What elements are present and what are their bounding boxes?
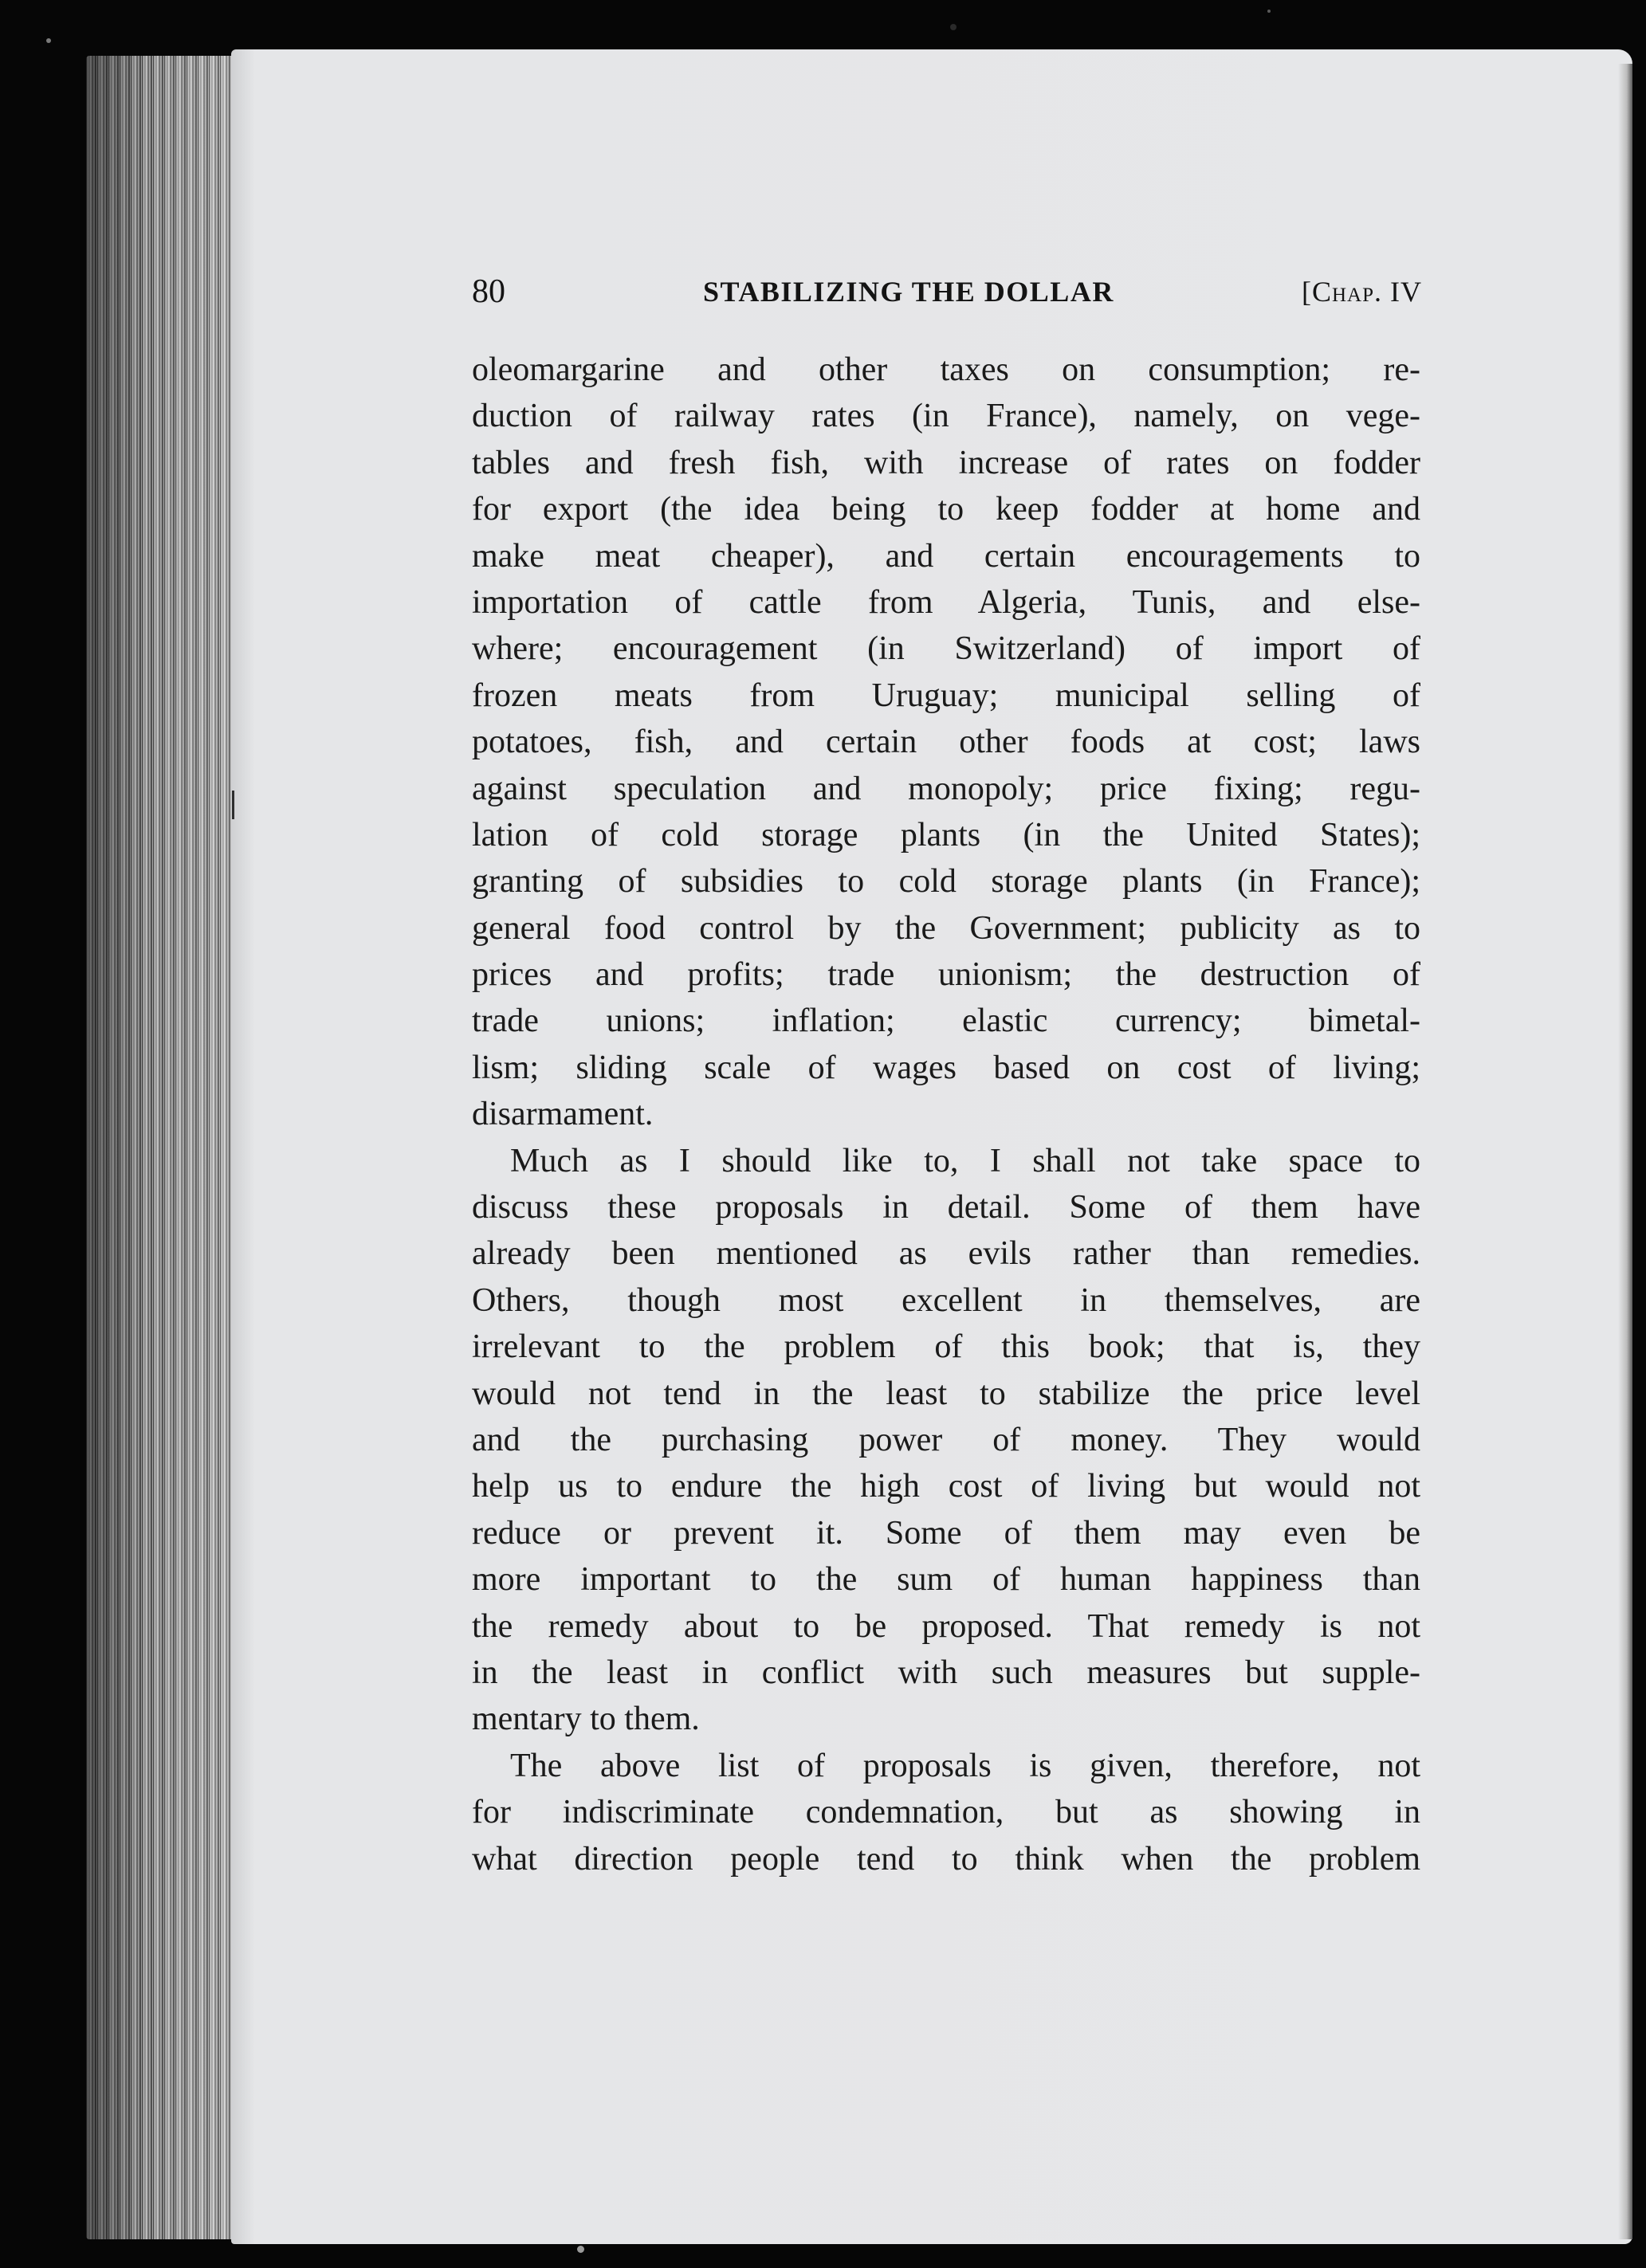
text-line: The above list of proposals is given, therefore, not (510, 1747, 1420, 1784)
dust-speck (577, 2246, 584, 2253)
page-right-edge (1618, 64, 1632, 2239)
text-line: Much as I should like to, I shall not take space to (510, 1142, 1420, 1179)
text-line: make meat cheaper), and certain encouragements to (472, 537, 1420, 575)
text-line: in the least in conflict with such measures but supple- (472, 1654, 1420, 1691)
text-line: where; encouragement (in Switzerland) of import of (472, 630, 1420, 668)
dust-speck (950, 24, 957, 30)
paragraph (472, 1138, 1420, 1743)
text-line: for export (the idea being to keep fodder at home and (472, 491, 1420, 528)
text-line: lism; sliding scale of wages based on cost of living; (472, 1049, 1420, 1086)
page-edges-shadow (86, 56, 238, 2239)
text-line: reduce or prevent it. Some of them may even be (472, 1514, 1420, 1552)
running-head (472, 268, 1422, 316)
text-line: lation of cold storage plants (in the United States); (472, 816, 1420, 853)
text-line: Others, though most excellent in themselves, are (472, 1281, 1420, 1319)
chapter-reference: [Chap. IV (1302, 276, 1422, 308)
paragraph (472, 1743, 1420, 1882)
text-line: would not tend in the least to stabilize the price level (472, 1375, 1420, 1412)
paragraph (472, 347, 1420, 1138)
dust-speck (46, 38, 51, 43)
text-line: for indiscriminate condemnation, but as showing in (472, 1794, 1420, 1831)
text-line: what direction people tend to think when the problem (472, 1840, 1420, 1878)
page-number: 80 (472, 273, 505, 310)
text-line: general food control by the Government; publicity as to (472, 909, 1420, 947)
body-text (472, 347, 1420, 1882)
text-line: help us to endure the high cost of living but would not (472, 1468, 1420, 1505)
text-line: prices and profits; trade unionism; the destruction of (472, 956, 1420, 994)
dust-speck (1267, 10, 1271, 13)
text-line: granting of subsidies to cold storage plants (in France); (472, 863, 1420, 901)
text-line: potatoes, fish, and certain other foods at cost; laws (472, 724, 1420, 761)
text-line: disarmament. (472, 1096, 654, 1133)
book-title: STABILIZING THE DOLLAR (703, 276, 1114, 308)
text-line: already been mentioned as evils rather than remedies. (472, 1235, 1420, 1273)
text-line: more important to the sum of human happiness than (472, 1561, 1420, 1599)
margin-mark (232, 791, 234, 819)
text-line: importation of cattle from Algeria, Tunis, and else- (472, 583, 1420, 621)
text-line: duction of railway rates (in France), namely, on vege- (472, 398, 1420, 435)
text-line: the remedy about to be proposed. That remedy is not (472, 1607, 1420, 1645)
text-line: tables and fresh fish, with increase of rates on fodder (472, 444, 1420, 481)
text-line: against speculation and monopoly; price fixing; regu- (472, 770, 1420, 807)
text-line: discuss these proposals in detail. Some of them have (472, 1189, 1420, 1226)
text-line: frozen meats from Uruguay; municipal selling of (472, 677, 1420, 714)
text-line: and the purchasing power of money. They would (472, 1421, 1420, 1458)
text-line: irrelevant to the problem of this book; that is, they (472, 1328, 1420, 1366)
text-line: oleomargarine and other taxes on consumption; re- (472, 351, 1420, 388)
text-line: trade unions; inflation; elastic currency; bimetal- (472, 1003, 1420, 1040)
text-line: mentary to them. (472, 1701, 700, 1738)
